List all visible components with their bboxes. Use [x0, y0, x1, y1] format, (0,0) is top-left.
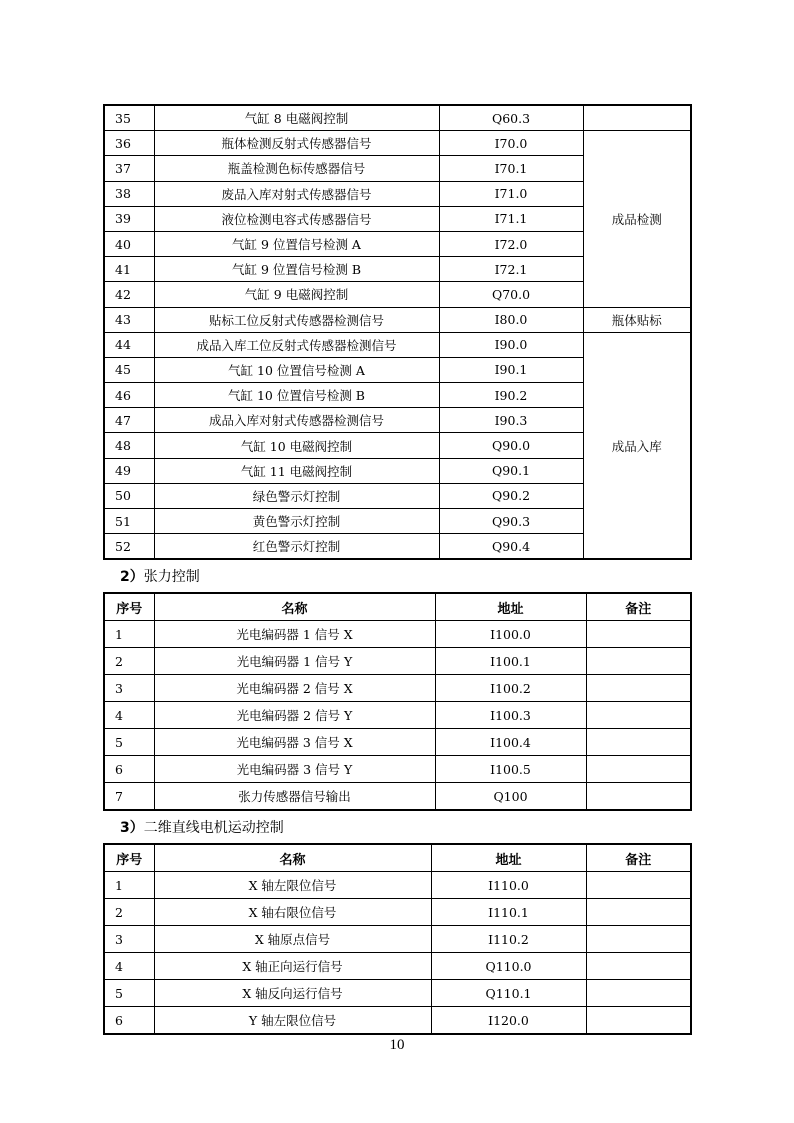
row-address: Q100: [435, 783, 586, 811]
row-address: I71.1: [439, 206, 583, 231]
row-number: 3: [104, 675, 154, 702]
row-address: I90.3: [439, 408, 583, 433]
row-address: I70.1: [439, 156, 583, 181]
io-table-continued-body: [104, 105, 691, 559]
row-name: 气缸 10 电磁阀控制: [154, 433, 439, 458]
tension-control-table-body: [104, 621, 691, 811]
table-row: [104, 675, 691, 702]
row-name: 气缸 8 电磁阀控制: [154, 105, 439, 131]
table-row: [104, 105, 691, 131]
row-name: 瓶盖检测色标传感器信号: [154, 156, 439, 181]
io-table-continued: [103, 104, 692, 560]
header-address: 地址: [431, 844, 586, 872]
row-address: I70.0: [439, 131, 583, 156]
row-name: 成品入库对射式传感器检测信号: [154, 408, 439, 433]
row-address: I100.5: [435, 756, 586, 783]
table-row: [104, 621, 691, 648]
row-number: 46: [104, 383, 154, 408]
row-name: 红色警示灯控制: [154, 534, 439, 560]
table-row: [104, 332, 691, 357]
row-note: [586, 729, 691, 756]
row-name: 光电编码器 2 信号 X: [154, 675, 435, 702]
row-note: [586, 702, 691, 729]
row-note: [586, 926, 691, 953]
row-address: Q90.1: [439, 458, 583, 483]
row-address: I90.0: [439, 332, 583, 357]
table-header-row: [104, 844, 691, 872]
row-address: I100.3: [435, 702, 586, 729]
row-name: 气缸 11 电磁阀控制: [154, 458, 439, 483]
row-address: I100.0: [435, 621, 586, 648]
row-name: X 轴反向运行信号: [154, 980, 431, 1007]
row-address: Q70.0: [439, 282, 583, 307]
row-number: 43: [104, 307, 154, 332]
row-address: I90.1: [439, 357, 583, 382]
row-number: 38: [104, 181, 154, 206]
row-note: [586, 980, 691, 1007]
table-row: [104, 926, 691, 953]
row-name: 液位检测电容式传感器信号: [154, 206, 439, 231]
header-name: 名称: [154, 844, 431, 872]
row-note: [586, 953, 691, 980]
row-number: 51: [104, 509, 154, 534]
row-number: 49: [104, 458, 154, 483]
header-note: 备注: [586, 593, 691, 621]
table-row: [104, 980, 691, 1007]
table-row: [104, 899, 691, 926]
row-note-merged: 瓶体贴标: [583, 307, 691, 332]
row-number: 45: [104, 357, 154, 382]
row-name: 成品入库工位反射式传感器检测信号: [154, 332, 439, 357]
row-address: I110.2: [431, 926, 586, 953]
row-number: 5: [104, 729, 154, 756]
row-name: 废品入库对射式传感器信号: [154, 181, 439, 206]
header-note: 备注: [586, 844, 691, 872]
row-number: 4: [104, 953, 154, 980]
row-note-merged: 成品检测: [583, 131, 691, 307]
row-number: 2: [104, 899, 154, 926]
row-number: 40: [104, 231, 154, 256]
row-address: I100.2: [435, 675, 586, 702]
row-number: 48: [104, 433, 154, 458]
row-address: Q110.0: [431, 953, 586, 980]
tension-control-table: [103, 592, 692, 811]
row-note: [586, 621, 691, 648]
table-row: [104, 307, 691, 332]
row-address: I110.1: [431, 899, 586, 926]
table-row: [104, 729, 691, 756]
row-name: 贴标工位反射式传感器检测信号: [154, 307, 439, 332]
row-name: 光电编码器 3 信号 X: [154, 729, 435, 756]
row-name: 光电编码器 3 信号 Y: [154, 756, 435, 783]
row-name: X 轴原点信号: [154, 926, 431, 953]
row-address: I72.1: [439, 257, 583, 282]
row-number: 52: [104, 534, 154, 560]
section-heading-number: 2）: [120, 569, 144, 585]
row-name: 气缸 10 位置信号检测 B: [154, 383, 439, 408]
table-row: [104, 783, 691, 811]
table-row: [104, 1007, 691, 1035]
row-note-merged: 成品入库: [583, 332, 691, 559]
row-address: Q90.4: [439, 534, 583, 560]
row-note: [586, 899, 691, 926]
row-address: Q60.3: [439, 105, 583, 131]
row-address: I100.1: [435, 648, 586, 675]
row-number: 41: [104, 257, 154, 282]
row-number: 44: [104, 332, 154, 357]
row-number: 6: [104, 756, 154, 783]
table-row: [104, 131, 691, 156]
row-number: 6: [104, 1007, 154, 1035]
row-number: 4: [104, 702, 154, 729]
row-number: 3: [104, 926, 154, 953]
row-name: 张力传感器信号输出: [154, 783, 435, 811]
row-address: Q90.3: [439, 509, 583, 534]
row-name: 黄色警示灯控制: [154, 509, 439, 534]
row-number: 36: [104, 131, 154, 156]
linear-motor-table-body: [104, 872, 691, 1035]
row-number: 42: [104, 282, 154, 307]
section-heading-number: 3）: [120, 820, 144, 836]
table-row: [104, 648, 691, 675]
row-address: I72.0: [439, 231, 583, 256]
row-name: X 轴正向运行信号: [154, 953, 431, 980]
header-no: 序号: [104, 593, 154, 621]
row-note: [586, 1007, 691, 1035]
row-note: [586, 675, 691, 702]
row-number: 2: [104, 648, 154, 675]
row-name: 气缸 9 位置信号检测 A: [154, 231, 439, 256]
row-note: [586, 783, 691, 811]
row-name: 瓶体检测反射式传感器信号: [154, 131, 439, 156]
header-address: 地址: [435, 593, 586, 621]
row-name: 气缸 9 电磁阀控制: [154, 282, 439, 307]
row-name: 气缸 10 位置信号检测 A: [154, 357, 439, 382]
row-note: [586, 872, 691, 899]
section-heading-text: 二维直线电机运动控制: [143, 820, 284, 836]
row-name: 绿色警示灯控制: [154, 483, 439, 508]
row-name: 气缸 9 位置信号检测 B: [154, 257, 439, 282]
table-row: [104, 953, 691, 980]
row-number: 50: [104, 483, 154, 508]
row-number: 47: [104, 408, 154, 433]
row-name: 光电编码器 1 信号 Y: [154, 648, 435, 675]
row-number: 5: [104, 980, 154, 1007]
row-number: 1: [104, 872, 154, 899]
row-address: I71.0: [439, 181, 583, 206]
row-number: 37: [104, 156, 154, 181]
page-number: 10: [389, 1037, 405, 1053]
table-header-row: [104, 593, 691, 621]
row-note: [583, 105, 691, 131]
row-address: I110.0: [431, 872, 586, 899]
row-number: 7: [104, 783, 154, 811]
row-address: I90.2: [439, 383, 583, 408]
row-note: [586, 648, 691, 675]
table-row: [104, 702, 691, 729]
section-heading-tension-control: [120, 566, 200, 586]
row-number: 1: [104, 621, 154, 648]
row-address: Q90.0: [439, 433, 583, 458]
row-name: 光电编码器 2 信号 Y: [154, 702, 435, 729]
row-number: 39: [104, 206, 154, 231]
row-address: I120.0: [431, 1007, 586, 1035]
header-name: 名称: [154, 593, 435, 621]
header-no: 序号: [104, 844, 154, 872]
row-note: [586, 756, 691, 783]
row-name: Y 轴左限位信号: [154, 1007, 431, 1035]
section-heading-text: 张力控制: [143, 569, 200, 585]
row-name: X 轴右限位信号: [154, 899, 431, 926]
section-heading-linear-motor-control: [120, 817, 284, 837]
row-address: I80.0: [439, 307, 583, 332]
table-row: [104, 872, 691, 899]
row-name: X 轴左限位信号: [154, 872, 431, 899]
table-row: [104, 756, 691, 783]
row-number: 35: [104, 105, 154, 131]
row-address: Q110.1: [431, 980, 586, 1007]
row-address: I100.4: [435, 729, 586, 756]
linear-motor-table: [103, 843, 692, 1035]
row-name: 光电编码器 1 信号 X: [154, 621, 435, 648]
row-address: Q90.2: [439, 483, 583, 508]
